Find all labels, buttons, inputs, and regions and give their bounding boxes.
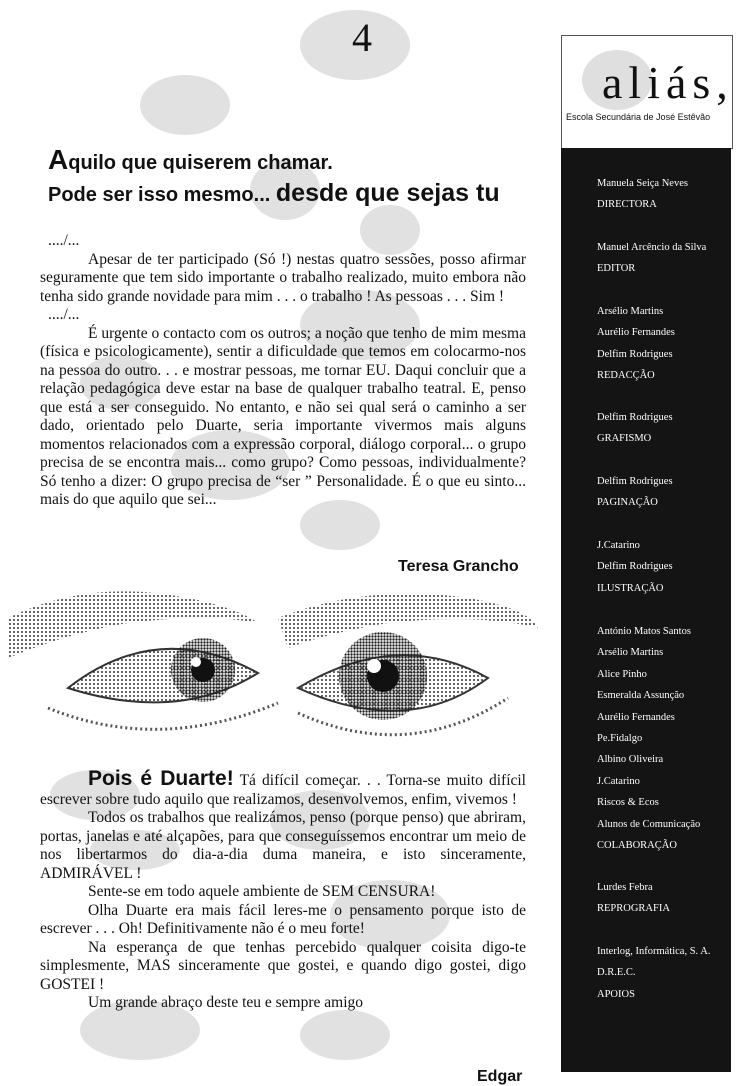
masthead-name: Alice Pinho [597, 668, 647, 680]
publication-logo [561, 35, 733, 149]
author-teresa: Teresa Grancho [398, 558, 519, 575]
ellipsis-marker: ..../... [48, 306, 80, 323]
masthead-name: Arsélio Martins [597, 306, 664, 317]
masthead-name: Alunos de Comunicação [597, 818, 701, 830]
masthead-name: Delfim Rodrigues [597, 561, 673, 573]
masthead-name: Delfim Rodrigues [597, 412, 673, 423]
masthead-panel [561, 148, 731, 1072]
article-body [40, 232, 526, 510]
masthead-name: Aurélio Fernandes [597, 711, 675, 723]
title-line1: quilo que quiserem chamar. [68, 152, 333, 174]
masthead-role: DIRECTORA [597, 199, 657, 211]
paragraph: Todos os trabalhos que realizámos, penso (porque penso) que abriram, portas, janelas e até alçapões, para que conseguíssemos encontrar um meio de nos libertarmos do dia-a-dia duma maneira, e isto sinceramente, ADMIRÁVEL ! [40, 809, 526, 882]
masthead-role: APOIOS [597, 988, 635, 1000]
lead-phrase: Pois é Duarte! [88, 767, 234, 790]
title-line2-b: desde que sejas tu [275, 179, 500, 207]
logo-subtitle: Escola Secundária de José Estêvão [566, 112, 711, 122]
article-title [48, 146, 538, 211]
masthead-role: EDITOR [597, 263, 636, 275]
article2-body [40, 767, 526, 1013]
paragraph: Tá difícil começar. . . Torna-se muito difícil escrever sobre tudo aquilo que realizamos, desenvolvemos, enfim, vivemos ! [40, 772, 526, 808]
masthead-name: Delfim Rodrigues [597, 348, 673, 360]
masthead-name: Lurdes Febra [597, 882, 653, 893]
masthead-name: Manuel Arcêncio da Silva [597, 242, 707, 253]
title-line2-a: Pode ser isso mesmo... [48, 184, 271, 206]
masthead-name: António Matos Santos [597, 626, 691, 637]
page-number: 4 [352, 15, 372, 60]
masthead-role: PAGINAÇÃO [597, 497, 658, 509]
title-initial: A [48, 144, 69, 175]
masthead-name: Arsélio Martins [597, 647, 664, 659]
eye-illustration [8, 578, 538, 768]
masthead-name: J.Catarino [597, 775, 640, 787]
logo-title: aliás, [602, 57, 734, 108]
masthead-role: COLABORAÇÃO [597, 840, 677, 851]
paragraph: Sente-se em todo aquele ambiente de SEM CENSURA! [88, 883, 436, 900]
masthead-role: REPROGRAFIA [597, 903, 670, 915]
masthead-role: ILUSTRAÇÃO [597, 582, 664, 594]
masthead-name: Manuela Seiça Neves [597, 178, 688, 189]
masthead-name: Aurélio Fernandes [597, 327, 675, 339]
masthead-role: REDACÇÃO [597, 370, 655, 382]
paragraph: Na esperança de que tenhas percebido qualquer coisita digo-te simplesmente, MAS sinceramente que gostei, e quando digo gostei, digo GOSTEI ! [40, 938, 526, 993]
masthead-name: Interlog, Informática, S. A. [597, 946, 711, 957]
masthead-name: Pe.Fidalgo [597, 733, 643, 744]
masthead-name: J.Catarino [597, 540, 640, 551]
masthead-role: GRAFISMO [597, 433, 652, 445]
paragraph: Olha Duarte era mais fácil leres-me o pensamento porque isto de escrever . . . Oh! Definitivamente não é o meu forte! [40, 901, 526, 937]
ink-splat [300, 1010, 390, 1060]
paragraph: Apesar de ter participado (Só !) nestas quatro sessões, posso afirmar seguramente que tem sido importante o trabalho realizado, muito embora não tenha sido grande novidade para mim . . . o trabalho ! As pessoas . . . Sim ! [40, 250, 526, 305]
ellipsis-marker: ..../... [48, 232, 80, 249]
masthead-name: Delfim Rodrigues [597, 476, 673, 487]
paragraph: É urgente o contacto com os outros; a noção que tenho de mim mesma (física e psicologicamente), sentir a dificuldade que temos em colocarmo-nos na pessoa do outro. . . e mostrar pessoas, me tornar EU. Daqui concluir que a relação pedagógica deve estar na base de qualquer trabalho teatral. E, penso que está a ser conseguido. No entanto, e não sei qual será o caminho a ser dado, orientado pelo Duarte, seria importante vivermos mais alguns momentos relacionados com a expressão corporal, diálogo corporal... o grupo precisa de se encontra mais... como grupo? Como pessoas, individualmente? Só tenho a dizer: O grupo precisa de “ser ” Personalidade. É o que eu sinto... mais do que aquilo que sei... [40, 324, 526, 508]
masthead-name: D.R.E.C. [597, 967, 636, 979]
masthead-name: Esmeralda Assunção [597, 690, 685, 702]
ink-splat [140, 75, 230, 135]
masthead-name: Albino Oliveira [597, 754, 664, 766]
masthead-name: Riscos & Ecos [597, 797, 659, 809]
author-edgar: Edgar [477, 1068, 523, 1085]
paragraph: Um grande abraço deste teu e sempre amigo [88, 994, 364, 1011]
